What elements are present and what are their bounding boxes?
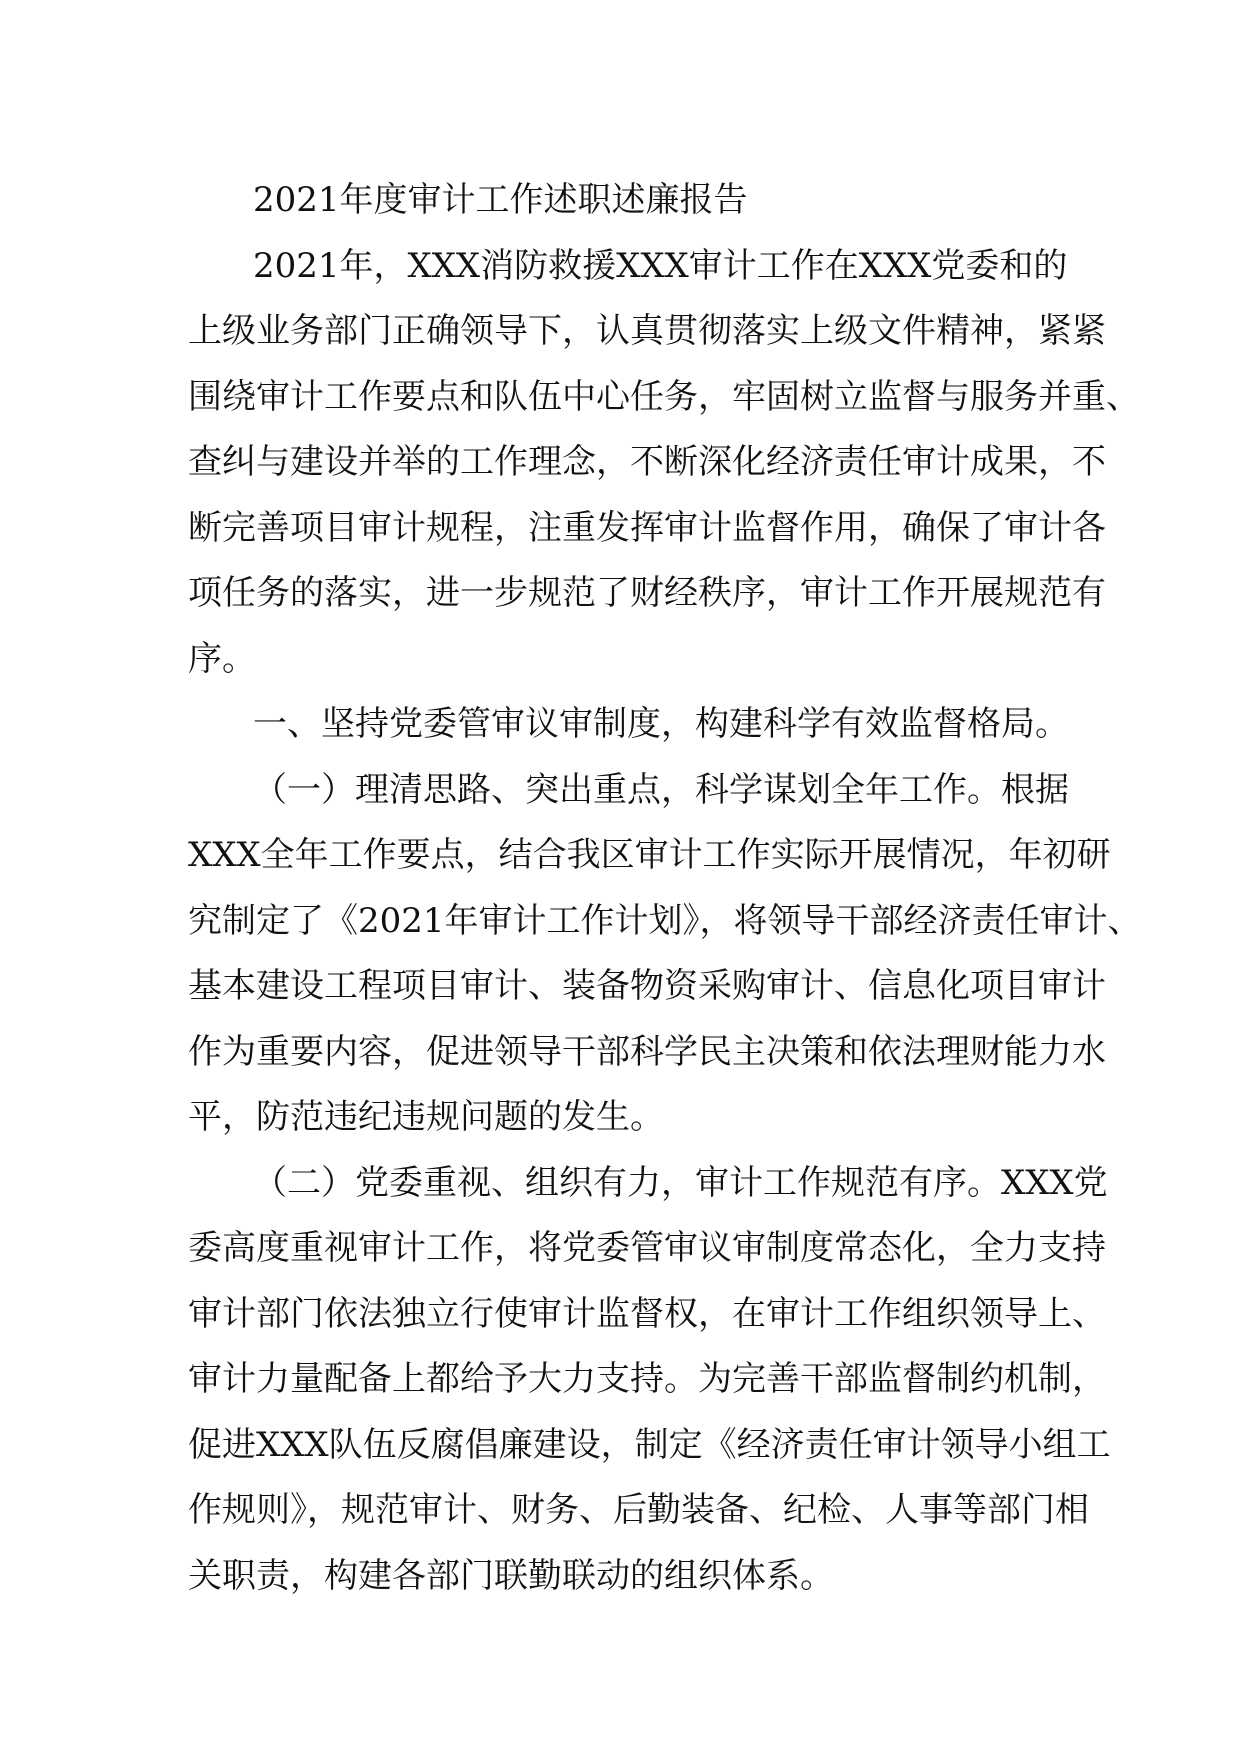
paragraph-line: 作为重要内容，促进领导干部科学民主决策和依法理财能力水 (188, 1031, 1106, 1072)
paragraph-line: 促进XXX队伍反腐倡廉建设，制定《经济责任审计领导小组工 (188, 1424, 1111, 1465)
paragraph-line: 平，防范违纪违规问题的发生。 (188, 1097, 664, 1137)
subsection-heading-line: （二）党委重视、组织有力，审计工作规范有序。XXX党 (253, 1162, 1108, 1203)
paragraph-line: 究制定了《2021年审计工作计划》，将领导干部经济责任审计、 (188, 900, 1142, 941)
subsection-heading-line: （一）理清思路、突出重点，科学谋划全年工作。根据 (253, 769, 1069, 810)
paragraph-line: 关职责，构建各部门联勤联动的组织体系。 (188, 1555, 834, 1596)
paragraph-line: 查纠与建设并举的工作理念，不断深化经济责任审计成果，不 (188, 442, 1106, 482)
document-title: 2021年度审计工作述职述廉报告 (253, 180, 748, 220)
paragraph-line: 审计力量配备上都给予大力支持。为完善干部监督制约机制， (188, 1359, 1106, 1399)
section-heading: 一、坚持党委管审议审制度，构建科学有效监督格局。 (253, 704, 1069, 744)
paragraph-line: 2021年，XXX消防救援XXX审计工作在XXX党委和的 (253, 245, 1068, 286)
paragraph-line: 上级业务部门正确领导下，认真贯彻落实上级文件精神，紧紧 (188, 311, 1106, 351)
paragraph-line: 作规则》，规范审计、财务、后勤装备、纪检、人事等部门相 (188, 1490, 1089, 1530)
paragraph-line: 项任务的落实，进一步规范了财经秩序，审计工作开展规范有 (188, 573, 1106, 613)
paragraph-line: 围绕审计工作要点和队伍中心任务，牢固树立监督与服务并重、 (188, 376, 1140, 417)
document-body (188, 168, 1142, 1609)
paragraph-line: XXX全年工作要点，结合我区审计工作实际开展情况，年初研 (188, 835, 1111, 875)
paragraph-line: 审计部门依法独立行使审计监督权，在审计工作组织领导上、 (188, 1293, 1106, 1334)
paragraph-line: 断完善项目审计规程，注重发挥审计监督作用，确保了审计各 (188, 507, 1106, 548)
paragraph-line: 序。 (188, 638, 256, 679)
paragraph-line: 基本建设工程项目审计、装备物资采购审计、信息化项目审计 (188, 966, 1106, 1006)
paragraph-line: 委高度重视审计工作，将党委管审议审制度常态化，全力支持 (188, 1228, 1106, 1268)
